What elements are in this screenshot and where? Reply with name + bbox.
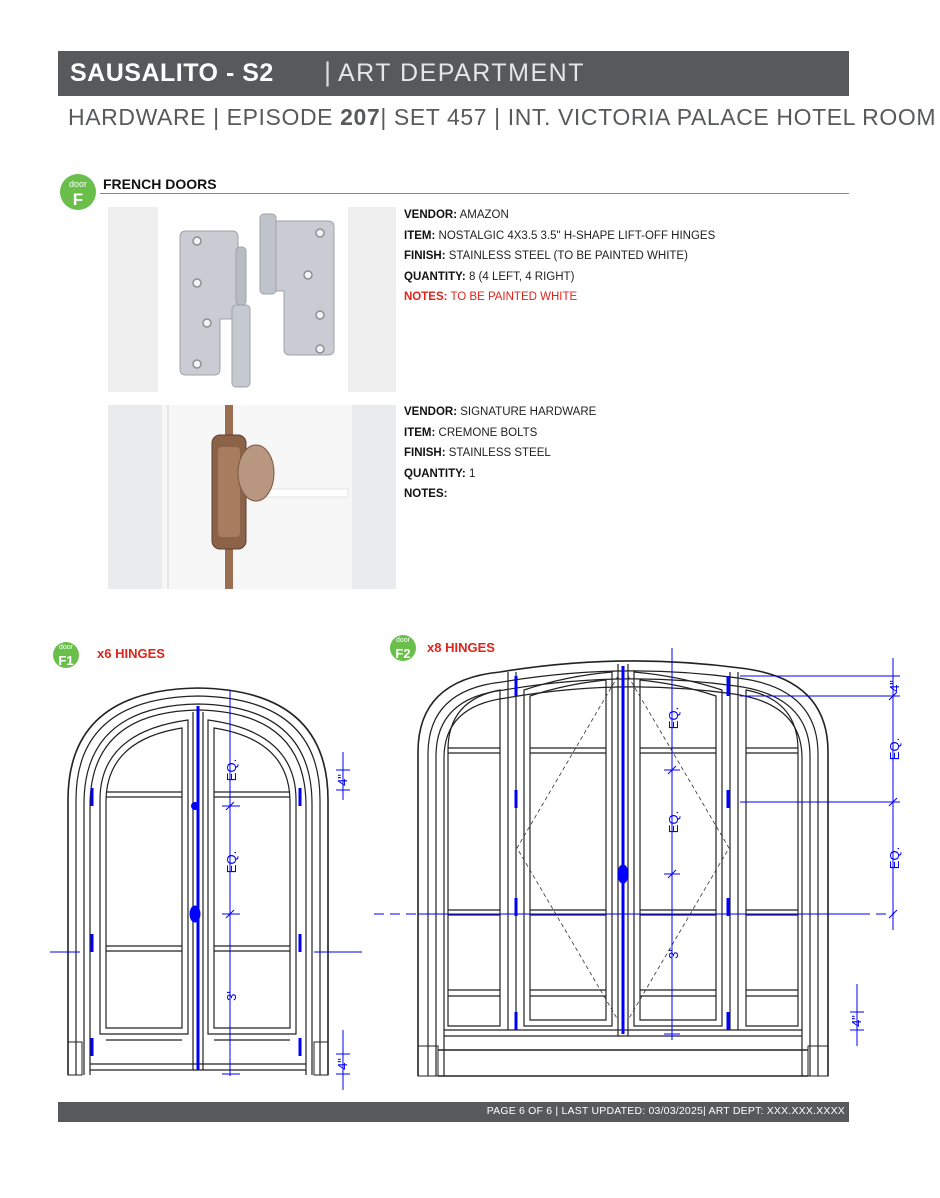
badge-top-text: door bbox=[68, 179, 88, 189]
item-value: CREMONE BOLTS bbox=[438, 426, 538, 439]
quantity-label: QUANTITY: bbox=[404, 270, 466, 283]
footer-text: PAGE 6 OF 6 | LAST UPDATED: 03/03/2025| ART DEPT: XXX.XXX.XXXX bbox=[486, 1105, 845, 1117]
f2-eq-middle: EQ. bbox=[666, 810, 681, 834]
notes-label: NOTES: bbox=[404, 291, 448, 304]
section-divider bbox=[100, 193, 849, 194]
f1-four-in-bottom: 4" bbox=[335, 1058, 350, 1070]
f1-eq-upper: EQ. bbox=[224, 758, 239, 782]
vendor-value: SIGNATURE HARDWARE bbox=[460, 406, 597, 418]
hinge-specs bbox=[404, 205, 715, 308]
footer-bar bbox=[58, 1102, 849, 1122]
department-title: ART DEPARTMENT bbox=[338, 59, 585, 87]
item-value: NOSTALGIC 4X3.5 3.5" H-SHAPE LIFT-OFF HINGES bbox=[438, 229, 716, 242]
vendor-value: AMAZON bbox=[459, 209, 509, 221]
episode-number: 207 bbox=[340, 104, 381, 130]
notes-value: TO BE PAINTED WHITE bbox=[450, 291, 578, 304]
quantity-value: 8 (4 LEFT, 4 RIGHT) bbox=[468, 270, 575, 283]
finish-value: STAINLESS STEEL bbox=[448, 447, 551, 460]
cremone-bolt-photo bbox=[108, 405, 396, 589]
vendor-label: VENDOR: bbox=[404, 209, 458, 221]
f1-three-ft: 3' bbox=[224, 991, 239, 1001]
quantity-label: QUANTITY: bbox=[404, 467, 466, 480]
badge-label: F1 bbox=[58, 653, 74, 668]
finish-label: FINISH: bbox=[404, 447, 446, 460]
f2-four-in-top: 4" bbox=[887, 680, 902, 692]
f2-eq-right-lower: EQ. bbox=[887, 846, 902, 870]
page-subtitle bbox=[68, 104, 936, 131]
badge-label: F2 bbox=[395, 646, 411, 661]
f2-three-ft: 3' bbox=[666, 949, 681, 959]
hinge-photo bbox=[108, 207, 396, 392]
f1-eq-lower: EQ. bbox=[224, 850, 239, 874]
finish-label: FINISH: bbox=[404, 250, 446, 263]
vendor-label: VENDOR: bbox=[404, 406, 458, 418]
subtitle-suffix: | SET 457 | INT. VICTORIA PALACE HOTEL ROOM bbox=[380, 104, 937, 130]
header-bar bbox=[58, 51, 849, 96]
door-elevation-drawings bbox=[0, 610, 940, 1090]
notes-label: NOTES: bbox=[404, 488, 448, 501]
f2-eq-right-upper: EQ. bbox=[887, 737, 902, 761]
door-f-badge-icon bbox=[59, 173, 97, 211]
finish-value: STAINLESS STEEL (TO BE PAINTED WHITE) bbox=[448, 250, 688, 263]
section-title: FRENCH DOORS bbox=[103, 176, 217, 192]
header-separator: | bbox=[324, 57, 332, 87]
f1-four-in-top: 4" bbox=[335, 774, 350, 786]
badge-letter: F bbox=[72, 190, 84, 209]
f2-hinge-count: x8 HINGES bbox=[427, 640, 495, 655]
show-title: SAUSALITO - S2 bbox=[70, 59, 274, 87]
badge-top-text: door bbox=[58, 644, 74, 651]
badge-top-text: door bbox=[395, 637, 411, 644]
quantity-value: 1 bbox=[468, 467, 476, 480]
f2-eq-upper: EQ. bbox=[666, 706, 681, 730]
f2-four-in-bottom: 4" bbox=[849, 1015, 864, 1027]
cremone-specs bbox=[404, 402, 596, 505]
f1-hinge-count: x6 HINGES bbox=[97, 646, 165, 661]
item-label: ITEM: bbox=[404, 229, 436, 242]
subtitle-prefix: HARDWARE | EPISODE bbox=[68, 104, 341, 130]
item-label: ITEM: bbox=[404, 426, 436, 439]
